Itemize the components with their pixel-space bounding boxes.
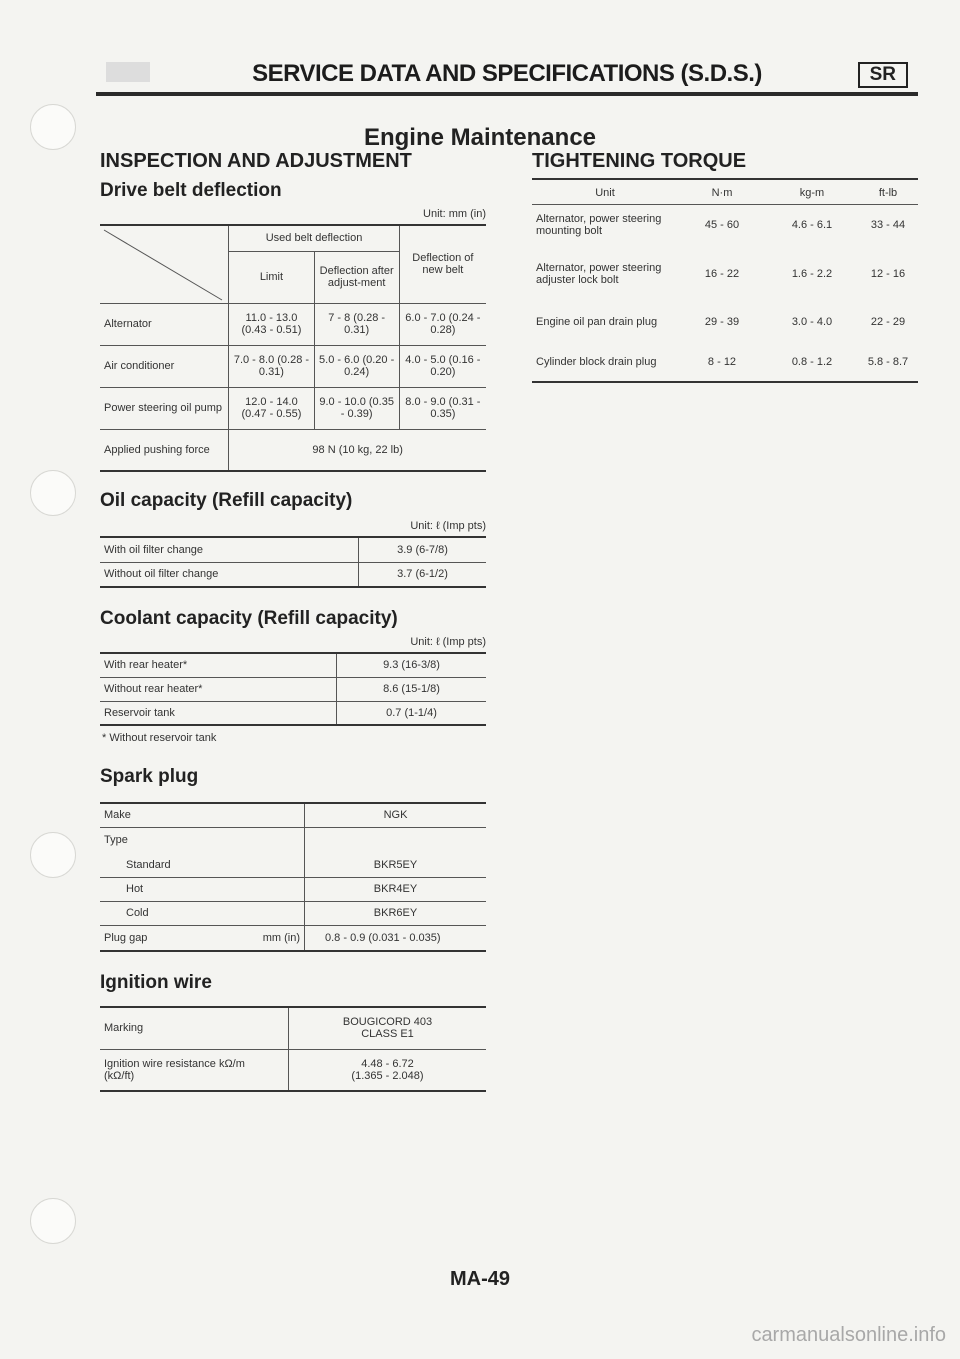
inspection-heading: INSPECTION AND ADJUSTMENT	[100, 150, 412, 172]
oil-row-value: 3.7 (6-1/2)	[359, 562, 487, 587]
torque-kgm: 3.0 - 4.0	[791, 316, 833, 328]
coolant-capacity-unit: Unit: ℓ (Imp pts)	[410, 636, 486, 648]
drive-belt-heading: Drive belt deflection	[100, 180, 282, 201]
marking-value	[289, 1007, 487, 1049]
limit-header: Limit	[229, 251, 314, 303]
watermark: carmanualsonline.info	[751, 1324, 946, 1346]
torque-item: Engine oil pan drain plug	[536, 316, 658, 328]
belt-row-name: Air conditioner	[100, 345, 229, 387]
type-label: Type	[104, 834, 128, 847]
table-diagonal-line	[100, 226, 228, 302]
engine-badge: SR	[858, 62, 908, 88]
torque-kgm: 4.6 - 6.1	[791, 219, 833, 232]
standard-label: Standard	[100, 853, 305, 877]
torque-kgm: 0.8 - 1.2	[766, 342, 858, 382]
resistance-value-line1: 4.48 - 6.72	[361, 1057, 414, 1070]
belt-row-after: 9.0 - 10.0 (0.35 - 0.39)	[314, 387, 399, 429]
coolant-row-value: 8.6 (15-1/8)	[337, 677, 487, 701]
used-belt-header: Used belt deflection	[229, 225, 399, 251]
torque-ftlb: 22 - 29	[870, 316, 906, 328]
oil-capacity-unit: Unit: ℓ (Imp pts)	[410, 520, 486, 532]
drive-belt-unit: Unit: mm (in)	[423, 208, 486, 220]
coolant-footnote: * Without reservoir tank	[102, 732, 217, 744]
plug-gap-label: Plug gap	[104, 931, 148, 944]
torque-top-rule	[532, 178, 918, 180]
punch-hole-upper-mid	[30, 470, 76, 516]
page-title: SERVICE DATA AND SPECIFICATIONS (S.D.S.)	[252, 60, 762, 87]
punch-hole-bottom	[30, 1198, 76, 1244]
torque-kgm: 1.6 - 2.2	[791, 268, 833, 280]
ignition-wire-table	[100, 1006, 486, 1092]
torque-ftlb: 5.8 - 8.7	[858, 342, 918, 382]
marking-value-line1: BOUGICORD 403	[342, 1016, 433, 1029]
resistance-value	[289, 1049, 487, 1091]
belt-row-after: 7 - 8 (0.28 - 0.31)	[314, 303, 399, 345]
torque-nm: 8 - 12	[678, 342, 766, 382]
make-label: Make	[100, 803, 305, 827]
cold-label: Cold	[100, 901, 305, 925]
torque-col-nm: N·m	[678, 182, 766, 204]
title-rule	[96, 92, 918, 96]
hot-value: BKR4EY	[305, 877, 487, 901]
coolant-capacity-heading: Coolant capacity (Refill capacity)	[100, 608, 398, 629]
oil-row-label: With oil filter change	[100, 537, 359, 562]
spark-plug-heading: Spark plug	[100, 766, 199, 787]
type-value-cell	[305, 827, 487, 853]
standard-value: BKR5EY	[305, 853, 487, 877]
coolant-row-label: Without rear heater*	[100, 677, 337, 701]
coolant-row-value: 0.7 (1-1/4)	[337, 701, 487, 725]
torque-item: Alternator, power steering adjuster lock bolt	[536, 262, 662, 286]
torque-nm: 29 - 39	[704, 316, 740, 328]
torque-nm: 16 - 22	[704, 268, 740, 280]
belt-row-name: Power steering oil pump	[100, 387, 229, 429]
plug-gap-unit: mm (in)	[262, 931, 300, 944]
coolant-row-value: 9.3 (16-3/8)	[337, 653, 487, 677]
torque-item: Cylinder block drain plug	[532, 342, 678, 382]
plug-gap-value: 0.8 - 0.9 (0.031 - 0.035)	[305, 925, 487, 951]
torque-table	[532, 182, 918, 383]
torque-ftlb: 12 - 16	[870, 268, 906, 280]
belt-row-limit: 12.0 - 14.0 (0.47 - 0.55)	[229, 387, 314, 429]
marking-label: Marking	[100, 1007, 289, 1049]
page-header	[96, 56, 918, 96]
coolant-row-label: Reservoir tank	[100, 701, 337, 725]
new-belt-header: Deflection of new belt	[399, 225, 486, 303]
page-number: MA-49	[449, 1268, 510, 1290]
resistance-label-line2: (kΩ/ft)	[104, 1069, 135, 1082]
resistance-label	[100, 1049, 289, 1091]
torque-ftlb: 33 - 44	[870, 219, 906, 232]
belt-row-new: 6.0 - 7.0 (0.24 - 0.28)	[399, 303, 486, 345]
resistance-label-line1: Ignition wire resistance kΩ/m	[104, 1057, 245, 1070]
cold-value: BKR6EY	[305, 901, 487, 925]
torque-col-kgm: kg-m	[766, 182, 858, 204]
oil-row-label: Without oil filter change	[100, 562, 359, 587]
belt-row-new: 8.0 - 9.0 (0.31 - 0.35)	[399, 387, 486, 429]
torque-item: Alternator, power steering mounting bolt	[536, 213, 662, 238]
ignition-wire-heading: Ignition wire	[100, 972, 212, 993]
belt-row-limit: 11.0 - 13.0 (0.43 - 0.51)	[229, 303, 314, 345]
coolant-row-label: With rear heater*	[100, 653, 337, 677]
force-value: 98 N (10 kg, 22 lb)	[229, 429, 486, 471]
belt-row-name: Alternator	[100, 303, 229, 345]
belt-row-after: 5.0 - 6.0 (0.20 - 0.24)	[314, 345, 399, 387]
belt-row-limit: 7.0 - 8.0 (0.28 - 0.31)	[229, 345, 314, 387]
torque-col-ftlb: ft-lb	[858, 182, 918, 204]
belt-row-new: 4.0 - 5.0 (0.16 - 0.20)	[399, 345, 486, 387]
torque-nm: 45 - 60	[704, 219, 740, 232]
tightening-torque-heading: TIGHTENING TORQUE	[532, 150, 747, 172]
resistance-value-line2: (1.365 - 2.048)	[351, 1069, 424, 1082]
oil-capacity-heading: Oil capacity (Refill capacity)	[100, 490, 353, 511]
hot-label: Hot	[100, 877, 305, 901]
marking-value-line2: CLASS E1	[361, 1028, 414, 1041]
punch-hole-lower-mid	[30, 832, 76, 878]
oil-capacity-table	[100, 536, 486, 588]
coolant-capacity-table	[100, 652, 486, 726]
page-subtitle: Engine Maintenance	[363, 124, 597, 151]
spark-plug-table	[100, 802, 486, 952]
make-value: NGK	[305, 803, 487, 827]
oil-row-value: 3.9 (6-7/8)	[359, 537, 487, 562]
force-label: Applied pushing force	[100, 429, 229, 471]
plug-gap-cell	[100, 925, 305, 951]
torque-col-unit: Unit	[532, 182, 678, 204]
after-adjust-header: Deflection after adjust-ment	[314, 251, 399, 303]
